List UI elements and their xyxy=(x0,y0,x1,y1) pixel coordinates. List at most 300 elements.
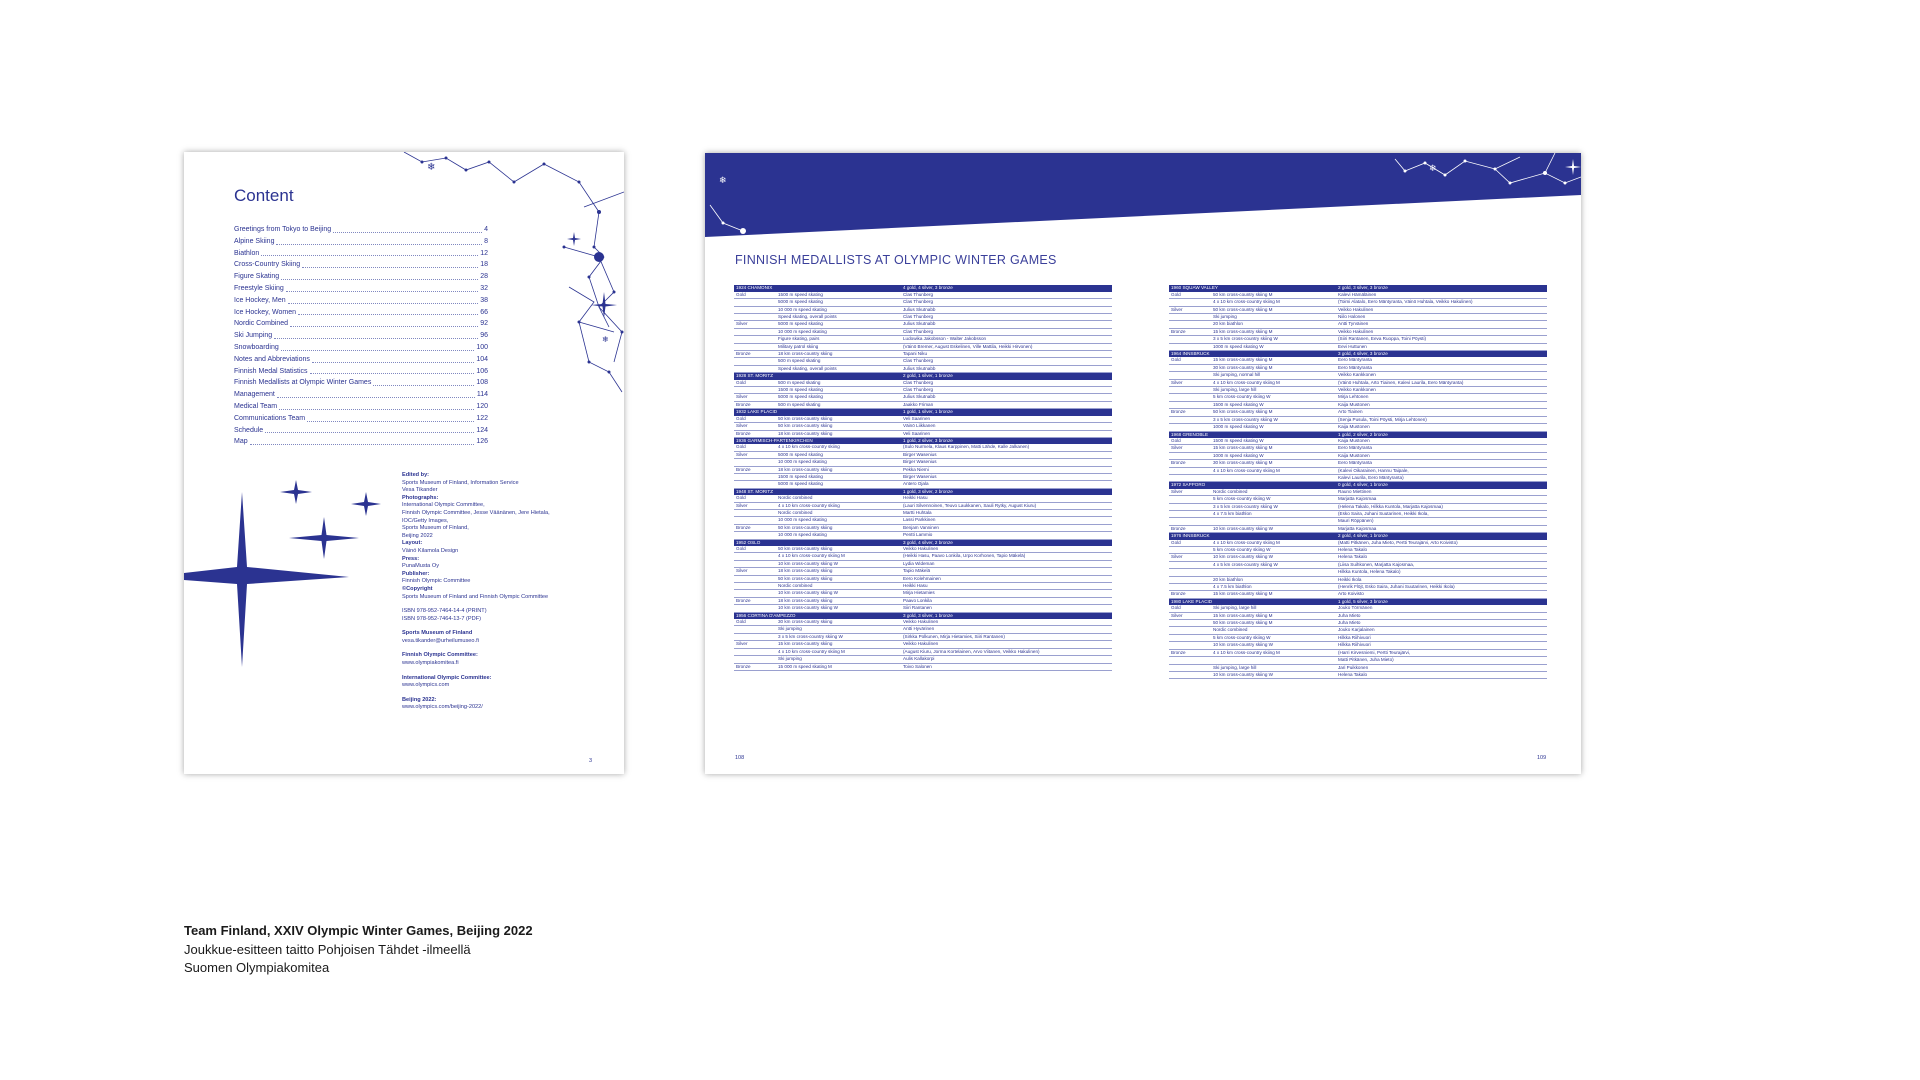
medal-cell xyxy=(1169,387,1211,394)
table-row xyxy=(734,597,1112,604)
event-cell: 18 km cross-country skiing xyxy=(776,430,901,437)
toc-item-page: 92 xyxy=(480,320,488,328)
medal-cell: Silver xyxy=(1169,445,1211,452)
athlete-cell: Mirja Lehtonen xyxy=(1336,394,1547,401)
athlete-cell: (Helena Takalo, Hilkka Kuntola, Marjatta Kajosmaa) xyxy=(1336,503,1547,510)
medal-cell xyxy=(734,517,776,524)
credits-spacer xyxy=(402,623,602,630)
table-row xyxy=(1169,321,1547,328)
page-number-right: 109 xyxy=(1537,755,1547,761)
athlete-cell: Veikko Hakulinen xyxy=(1336,306,1547,313)
athlete-cell: Hilkka Kuntola, Helena Takalo) xyxy=(1336,569,1547,576)
credits-line: vesa.tikander@urheilumuseo.fi xyxy=(402,637,479,644)
table-row xyxy=(1169,372,1547,379)
credits-line: Vesa Tikander xyxy=(402,487,438,494)
table-row xyxy=(1169,467,1547,474)
toc-item xyxy=(234,318,488,330)
toc-item-page: 122 xyxy=(476,414,488,422)
event-cell: 4 x 10 km cross-country skiing M xyxy=(1211,540,1336,547)
medal-cell xyxy=(1169,642,1211,649)
event-cell: 20 km biathlon xyxy=(1211,321,1336,328)
medal-cell: Silver xyxy=(734,502,776,509)
medal-cell: Gold xyxy=(1169,292,1211,299)
medal-cell: Silver xyxy=(734,451,776,458)
medal-cell: Silver xyxy=(734,394,776,401)
medal-cell xyxy=(1169,321,1211,328)
table-row xyxy=(734,299,1112,306)
table-row xyxy=(1169,314,1547,321)
toc-item-page: 12 xyxy=(480,249,488,257)
athlete-cell: Marjatta Kajosmaa xyxy=(1336,525,1547,532)
toc-item-label: Management xyxy=(234,391,275,399)
table-row xyxy=(734,292,1112,299)
medal-cell xyxy=(734,509,776,516)
medal-cell: Bronze xyxy=(734,351,776,358)
event-cell: 4 x 10 km cross-country skiing M xyxy=(1211,649,1336,656)
credits-spacer xyxy=(402,668,602,675)
athlete-cell: Helena Takalo xyxy=(1336,671,1547,678)
games-name: 1972 SAPPORO xyxy=(1169,482,1336,489)
event-cell: 10 km cross-country skiing W xyxy=(776,560,901,567)
games-name: 1936 GARMISCH-PARTENKIRCHEN xyxy=(734,437,901,444)
event-cell: 3 x 5 km cross-country skiing W xyxy=(776,633,901,640)
event-cell: Figure skating, pairs xyxy=(776,336,901,343)
event-cell: Nordic combined xyxy=(776,495,901,502)
athlete-cell: Julius Skutnabb xyxy=(901,321,1112,328)
page-number-left: 108 xyxy=(735,755,745,761)
credits-line: ISBN 978-952-7464-13-7 (PDF) xyxy=(402,615,481,622)
medal-cell: Bronze xyxy=(1169,591,1211,598)
medal-cell: Bronze xyxy=(1169,649,1211,656)
toc-item-page: 104 xyxy=(476,355,488,363)
athlete-cell: (Matti Pitkänen, Juha Mieto, Pertti Teurajärvi, Arto Koivisto) xyxy=(1336,540,1547,547)
games-header-row xyxy=(734,612,1112,619)
medal-cell xyxy=(1169,503,1211,510)
table-row xyxy=(734,351,1112,358)
table-row xyxy=(734,380,1112,387)
toc-item-label: Schedule xyxy=(234,426,264,434)
event-cell: 10 km cross-country skiing W xyxy=(776,605,901,612)
games-medal-summary: 2 gold, 1 silver, 1 bronze xyxy=(901,373,1112,380)
medal-cell xyxy=(734,626,776,633)
athlete-cell: Kaija Mustonen xyxy=(1336,452,1547,459)
toc-item-page: 38 xyxy=(480,296,488,304)
toc-dot-leader xyxy=(312,362,474,363)
toc-item xyxy=(234,366,488,378)
credits-line: Sports Museum of Finland and Finnish Olympic Committee xyxy=(402,593,549,600)
athlete-cell: (Harri Kirvesniemi, Pertti Teurajärvi, xyxy=(1336,649,1547,656)
medal-cell: Silver xyxy=(1169,612,1211,619)
athlete-cell: Birger Wasenius xyxy=(901,451,1112,458)
table-row xyxy=(1169,503,1547,510)
toc-item-label: Biathlon xyxy=(234,249,260,257)
event-cell: 1500 m speed skating W xyxy=(1211,438,1336,445)
content-page xyxy=(184,152,624,774)
toc-dot-leader xyxy=(274,338,478,339)
table-row xyxy=(734,343,1112,350)
athlete-cell: Clas Thunberg xyxy=(901,328,1112,335)
toc-dot-leader xyxy=(281,279,478,280)
athlete-cell: Julius Skutnabb xyxy=(901,306,1112,313)
medal-cell xyxy=(734,575,776,582)
medal-cell xyxy=(1169,547,1211,554)
event-cell: Nordic combined xyxy=(776,509,901,516)
table-row xyxy=(1169,627,1547,634)
credits-heading: Press: xyxy=(402,555,420,562)
games-name: 1924 CHAMONIX xyxy=(734,285,901,292)
caption-line: Suomen Olympiakomitea xyxy=(184,960,330,975)
table-row xyxy=(1169,306,1547,313)
event-cell: 4 x 5 km cross-country skiing W xyxy=(1211,561,1336,568)
event-cell: 1500 m speed skating xyxy=(776,473,901,480)
athlete-cell: (Lauri Silvennoinen, Teuvo Laukkanen, Sauli Rytky, August Kiuru) xyxy=(901,502,1112,509)
games-name: 1976 INNSBRUCK xyxy=(1169,533,1336,540)
event-cell: 10 000 m speed skating xyxy=(776,459,901,466)
athlete-cell: Clas Thunberg xyxy=(901,387,1112,394)
athlete-cell: Eero Mäntyranta xyxy=(1336,460,1547,467)
toc-dot-leader xyxy=(277,397,475,398)
toc-item xyxy=(234,236,488,248)
medal-cell: Gold xyxy=(734,292,776,299)
medal-cell xyxy=(1169,664,1211,671)
spread-title: FINNISH MEDALLISTS AT OLYMPIC WINTER GAMES xyxy=(735,253,1057,267)
athlete-cell: Eero Mäntyranta xyxy=(1336,445,1547,452)
games-medal-summary: 2 gold, 4 silver, 1 bronze xyxy=(1336,533,1547,540)
athlete-cell: Heikki Ikola xyxy=(1336,576,1547,583)
athlete-cell: Aulis Kallakorpi xyxy=(901,656,1112,663)
table-row xyxy=(1169,540,1547,547)
table-row xyxy=(734,568,1112,575)
credits-line: Sports Museum of Finland, xyxy=(402,525,469,532)
table-row xyxy=(734,560,1112,567)
medal-cell xyxy=(1169,343,1211,350)
toc-item-page: 126 xyxy=(476,438,488,446)
credits-heading: Edited by: xyxy=(402,472,430,478)
toc-dot-leader xyxy=(333,232,482,233)
athlete-cell: Clas Thunberg xyxy=(901,299,1112,306)
medal-cell: Bronze xyxy=(734,401,776,408)
event-cell: 50 km cross-country skiing xyxy=(776,416,901,423)
event-cell: 1000 m speed skating W xyxy=(1211,343,1336,350)
table-row xyxy=(1169,474,1547,481)
credits-spacer xyxy=(402,601,602,608)
toc-item xyxy=(234,401,488,413)
medal-cell: Gold xyxy=(734,380,776,387)
table-row xyxy=(1169,336,1547,343)
table-row xyxy=(1169,649,1547,656)
medal-cell xyxy=(734,590,776,597)
games-medal-summary: 0 gold, 4 silver, 1 bronze xyxy=(1336,482,1547,489)
medal-cell xyxy=(734,583,776,590)
athlete-cell: Antti Tyrväinen xyxy=(1336,321,1547,328)
event-cell xyxy=(1211,474,1336,481)
games-header-row xyxy=(734,488,1112,495)
table-row xyxy=(1169,379,1547,386)
athlete-cell: Arto Tiainen xyxy=(1336,409,1547,416)
table-row xyxy=(734,328,1112,335)
event-cell: Ski jumping, large hill xyxy=(1211,387,1336,394)
toc-item-label: Freestyle Skiing xyxy=(234,284,284,292)
credits-line: www.olympics.com/beijing-2022/ xyxy=(402,704,483,711)
toc-item-page: 108 xyxy=(476,379,488,387)
games-header-row xyxy=(1169,482,1547,489)
medal-cell: Bronze xyxy=(734,524,776,531)
games-medal-summary: 4 gold, 4 silver, 3 bronze xyxy=(901,285,1112,292)
table-row xyxy=(1169,591,1547,598)
athlete-cell: Juha Mieto xyxy=(1336,612,1547,619)
table-row xyxy=(1169,292,1547,299)
table-row xyxy=(1169,496,1547,503)
athlete-cell: Veli Saarinen xyxy=(901,416,1112,423)
event-cell: 5 km cross-country skiing W xyxy=(1211,394,1336,401)
athlete-cell: Kaija Mustonen xyxy=(1336,438,1547,445)
table-row xyxy=(734,663,1112,670)
toc-item-label: Ice Hockey, Women xyxy=(234,308,296,316)
toc-item-page: 120 xyxy=(476,402,488,410)
table-row xyxy=(1169,357,1547,364)
athlete-cell: Eero Mäntyranta xyxy=(1336,364,1547,371)
event-cell: 10 000 m speed skating xyxy=(776,306,901,313)
event-cell: Speed skating, overall points xyxy=(776,365,901,372)
toc-dot-leader xyxy=(279,409,474,410)
athlete-cell: (Heikki Hasu, Paavo Lonkila, Urpo Korhonen, Tapio Mäkelä) xyxy=(901,553,1112,560)
toc-dot-leader xyxy=(250,444,475,445)
table-row xyxy=(1169,561,1547,568)
event-cell: 5 km cross-country skiing W xyxy=(1211,547,1336,554)
table-row xyxy=(1169,605,1547,612)
event-cell: 50 km cross-country skiing xyxy=(776,524,901,531)
toc-item xyxy=(234,248,488,260)
table-row xyxy=(1169,554,1547,561)
medal-cell xyxy=(734,560,776,567)
athlete-cell: (Toimi Alatalo, Eero Mäntyranta, Väinö Huhtala, Veikko Hakulinen) xyxy=(1336,299,1547,306)
event-cell: 3 x 5 km cross-country skiing W xyxy=(1211,503,1336,510)
table-row xyxy=(734,495,1112,502)
medal-cell xyxy=(1169,372,1211,379)
medal-cell: Gold xyxy=(1169,540,1211,547)
event-cell: 30 km cross-country skiing M xyxy=(1211,460,1336,467)
event-cell: Ski jumping, large hill xyxy=(1211,664,1336,671)
medal-cell xyxy=(1169,364,1211,371)
caption xyxy=(184,922,533,978)
table-row xyxy=(734,430,1112,437)
games-medal-summary: 1 gold, 1 silver, 1 bronze xyxy=(901,409,1112,416)
table-row xyxy=(734,394,1112,401)
athlete-cell: Antero Ojala xyxy=(901,481,1112,488)
table-row xyxy=(734,321,1112,328)
athlete-cell: Heikki Hasu xyxy=(901,583,1112,590)
table-row xyxy=(1169,518,1547,525)
medal-cell xyxy=(734,299,776,306)
event-cell: Military patrol skiing xyxy=(776,343,901,350)
toc-item-page: 4 xyxy=(484,226,488,233)
table-row xyxy=(734,656,1112,663)
medal-cell: Gold xyxy=(1169,438,1211,445)
table-row xyxy=(734,590,1112,597)
table-row xyxy=(734,481,1112,488)
table-row xyxy=(734,583,1112,590)
table-row xyxy=(1169,525,1547,532)
games-header-row xyxy=(734,539,1112,546)
table-row xyxy=(734,502,1112,509)
games-header-row xyxy=(734,285,1112,292)
medal-cell xyxy=(734,365,776,372)
athlete-cell: Helena Takalo xyxy=(1336,547,1547,554)
event-cell: 15 km cross-country skiing M xyxy=(1211,328,1336,335)
event-cell: 4 x 10 km cross-country skiing xyxy=(776,502,901,509)
games-name: 1948 ST. MORITZ xyxy=(734,488,901,495)
event-cell: 10 000 m speed skating xyxy=(776,328,901,335)
medal-cell xyxy=(734,387,776,394)
event-cell: 10 km cross-country skiing W xyxy=(1211,671,1336,678)
table-row xyxy=(1169,547,1547,554)
table-row xyxy=(1169,576,1547,583)
medal-cell: Silver xyxy=(1169,489,1211,496)
event-cell: 18 km cross-country skiing xyxy=(776,568,901,575)
athlete-cell: Toivo Salonen xyxy=(901,663,1112,670)
event-cell: 20 km biathlon xyxy=(1211,576,1336,583)
medal-cell xyxy=(1169,467,1211,474)
event-cell: 5000 m speed skating xyxy=(776,481,901,488)
credits-line: Finnish Olympic Committee, Jesse Väänänen, Jere Hietala, xyxy=(402,509,550,516)
event-cell: 15 km cross-country skiing M xyxy=(1211,445,1336,452)
medal-cell xyxy=(1169,627,1211,634)
medal-cell xyxy=(1169,620,1211,627)
event-cell: Nordic combined xyxy=(776,583,901,590)
table-row xyxy=(734,387,1112,394)
athlete-cell: Mauri Röppänen) xyxy=(1336,518,1547,525)
event-cell: 50 km cross-country skiing M xyxy=(1211,306,1336,313)
credits-line: Beijing 2022 xyxy=(402,532,433,539)
toc-item xyxy=(234,307,488,319)
page-number: 3 xyxy=(589,758,593,764)
table-row xyxy=(734,633,1112,640)
games-name: 1928 ST. MORITZ xyxy=(734,373,901,380)
games-name: 1960 SQUAW VALLEY xyxy=(1169,285,1336,292)
toc-dot-leader xyxy=(288,303,479,304)
medal-cell xyxy=(1169,474,1211,481)
table-row xyxy=(734,401,1112,408)
credits-line: Finnish Olympic Committee xyxy=(402,578,471,585)
event-cell: 50 km cross-country skiing xyxy=(776,423,901,430)
games-header-row xyxy=(1169,285,1547,292)
games-name: 1964 INNSBRUCK xyxy=(1169,351,1336,358)
athlete-cell: (Kalevi Oikarainen, Hannu Taipale, xyxy=(1336,467,1547,474)
toc-item xyxy=(234,330,488,342)
table-row xyxy=(1169,445,1547,452)
medal-cell: Silver xyxy=(1169,379,1211,386)
credits-heading: Layout: xyxy=(402,540,423,547)
credits-heading: ©Copyright xyxy=(402,585,433,592)
table-row xyxy=(1169,489,1547,496)
toc-item xyxy=(234,413,488,425)
toc-item xyxy=(234,425,488,437)
toc-item xyxy=(234,271,488,283)
games-medal-summary: 1 gold, 3 silver, 2 bronze xyxy=(901,488,1112,495)
table-row xyxy=(1169,424,1547,431)
athlete-cell: Lydia Wideman xyxy=(901,560,1112,567)
athlete-cell: Ludowika Jakobsson - Walter Jakobsson xyxy=(901,336,1112,343)
athlete-cell: (Henrik Flöjt, Esko Saira, Juhani Suutarinen, Heikki Ikola) xyxy=(1336,584,1547,591)
athlete-cell: Julius Skutnabb xyxy=(901,394,1112,401)
medallists-spread xyxy=(705,153,1581,774)
credits-line: IOC/Getty Images, xyxy=(402,517,449,524)
medal-cell: Silver xyxy=(1169,306,1211,313)
event-cell: 1000 m speed skating W xyxy=(1211,452,1336,459)
athlete-cell: Antti Hyvärinen xyxy=(901,626,1112,633)
athlete-cell: Kaija Mustonen xyxy=(1336,424,1547,431)
medallists-table-right xyxy=(1169,285,1547,679)
event-cell: 1500 m speed skating xyxy=(776,292,901,299)
credits-heading: Beijing 2022: xyxy=(402,696,437,703)
snowflake-icon: ❄ xyxy=(427,162,436,173)
event-cell: 18 km cross-country skiing xyxy=(776,466,901,473)
event-cell: Ski jumping, normal hill xyxy=(1211,372,1336,379)
games-medal-summary: 2 gold, 3 silver, 3 bronze xyxy=(1336,285,1547,292)
medal-cell: Silver xyxy=(734,423,776,430)
athlete-cell: Hilkka Riihivuori xyxy=(1336,642,1547,649)
credits-line: Sports Museum of Finland, Information Service xyxy=(402,479,519,486)
event-cell: Ski jumping xyxy=(776,626,901,633)
table-row xyxy=(734,423,1112,430)
event-cell xyxy=(1211,518,1336,525)
credits-heading: Sports Museum of Finland xyxy=(402,630,473,637)
medal-cell: Gold xyxy=(734,444,776,451)
games-medal-summary: 1 gold, 2 silver, 3 bronze xyxy=(901,437,1112,444)
table-of-contents xyxy=(234,224,488,448)
games-name: 1932 LAKE PLACID xyxy=(734,409,901,416)
games-header-row xyxy=(734,373,1112,380)
table-row xyxy=(1169,394,1547,401)
athlete-cell: Jouko Törmänen xyxy=(1336,605,1547,612)
credits-heading: Publisher: xyxy=(402,570,430,577)
credits-spacer xyxy=(402,645,602,652)
table-row xyxy=(734,451,1112,458)
event-cell: 30 km cross-country skiing M xyxy=(1211,364,1336,371)
athlete-cell: Veikko Kankkonen xyxy=(1336,372,1547,379)
event-cell: 1500 m speed skating xyxy=(776,387,901,394)
table-row xyxy=(734,444,1112,451)
athlete-cell: (Liisa Suihkonen, Marjatta Kajosmaa, xyxy=(1336,561,1547,568)
credits-spacer xyxy=(402,690,602,697)
event-cell: 3 x 5 km cross-country skiing W xyxy=(1211,416,1336,423)
medal-cell: Silver xyxy=(1169,554,1211,561)
credits-line: International Olympic Committee, xyxy=(402,502,485,509)
event-cell: Ski jumping xyxy=(1211,314,1336,321)
athlete-cell: Clas Thunberg xyxy=(901,358,1112,365)
athlete-cell: Veikko Hakulinen xyxy=(901,619,1112,626)
athlete-cell: Siiri Rantanen xyxy=(901,605,1112,612)
toc-item-label: Finnish Medallists at Olympic Winter Games xyxy=(234,379,372,387)
toc-item-page: 28 xyxy=(480,273,488,281)
toc-dot-leader xyxy=(286,291,478,292)
event-cell: 5000 m speed skating xyxy=(776,321,901,328)
athlete-cell: Tapani Niku xyxy=(901,351,1112,358)
event-cell: 15 km cross-country skiing xyxy=(776,641,901,648)
medal-cell: Gold xyxy=(734,495,776,502)
credits-line: Väinö Kilamola Design xyxy=(402,547,459,554)
credits-line: www.olympics.com xyxy=(402,682,450,689)
event-cell: 18 km cross-country skiing xyxy=(776,597,901,604)
games-header-row xyxy=(1169,598,1547,605)
medal-cell xyxy=(1169,496,1211,503)
event-cell: 10 km cross-country skiing W xyxy=(776,590,901,597)
table-row xyxy=(734,306,1112,313)
games-name: 1968 GRENOBLE xyxy=(1169,431,1336,438)
games-medal-summary: 1 gold, 5 silver, 3 bronze xyxy=(1336,598,1547,605)
toc-dot-leader xyxy=(298,314,478,315)
table-row xyxy=(734,365,1112,372)
